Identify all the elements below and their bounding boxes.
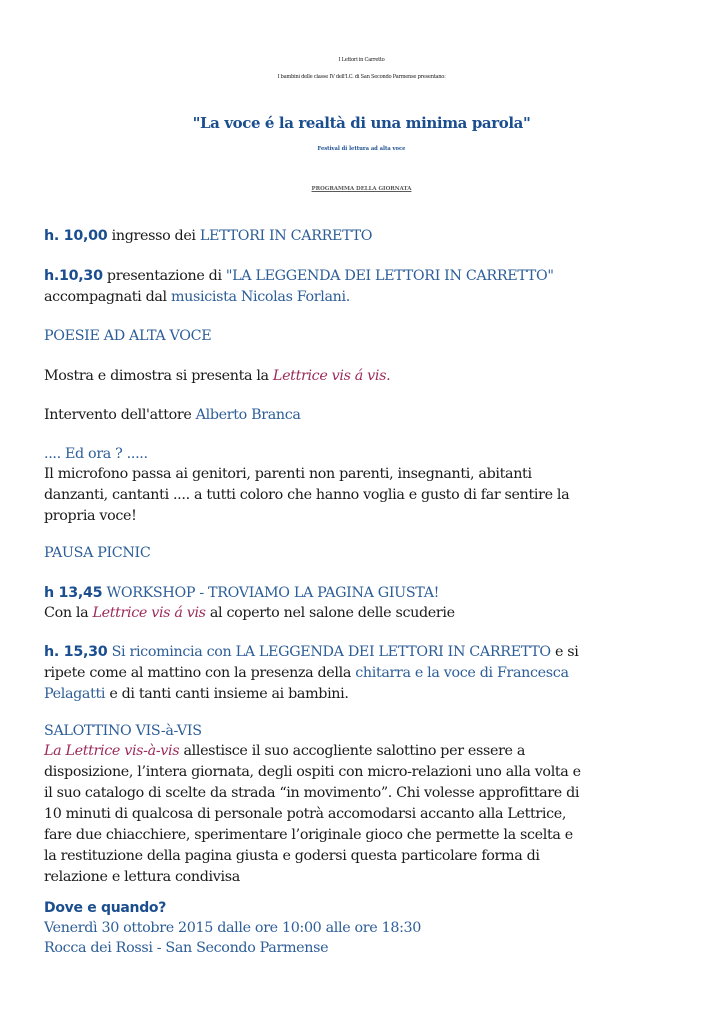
where-when-heading: Dove e quando? (44, 900, 167, 916)
event-title: "La voce é la realtà di una minima parola" (192, 114, 531, 132)
workshop-title: WORKSHOP - TROVIAMO LA PAGINA GIUSTA! (102, 585, 440, 601)
workshop-line2 (44, 605, 455, 621)
workshop-text: Con la (44, 605, 93, 621)
pausa-heading: PAUSA PICNIC (44, 545, 151, 561)
item-text: presentazione di (102, 268, 226, 284)
workshop-line (44, 585, 439, 601)
ed-ora-heading: .... Ed ora ? ..... (44, 446, 148, 462)
lettrice-italic: Lettrice vis á vis (92, 605, 206, 621)
event-subtitle: Festival di lettura ad alta voce (317, 146, 406, 152)
musician-name: musicista Nicolas Forlani. (170, 289, 350, 305)
event-date: Venerdì 30 ottobre 2015 dalle ore 10:00 alle ore 18:30 (44, 920, 422, 936)
poesie-heading: POESIE AD ALTA VOCE (44, 328, 212, 344)
actor-name: Alberto Branca (195, 407, 301, 423)
item-highlight: "LA LEGGENDA DEI LETTORI IN CARRETTO" (225, 268, 554, 284)
afternoon-text: e si (550, 644, 579, 660)
program-heading: PROGRAMMA DELLA GIORNATA (311, 186, 412, 192)
presenters-line: I bambini delle classe IV dell'I.C. di San Secondo Parmense presentano: (277, 74, 446, 80)
ed-ora-line: propria voce! (44, 508, 137, 524)
mostra-line (44, 368, 390, 384)
afternoon-line1 (44, 644, 579, 660)
program-item-1000 (44, 228, 372, 244)
time-label: h.10,30 (44, 268, 103, 284)
salottino-line: disposizione, l’intera giornata, degli ospiti con micro-relazioni uno alla volta e (44, 764, 581, 780)
item-text: ingresso dei (107, 228, 200, 244)
afternoon-highlight: chitarra e la voce di Francesca (355, 665, 569, 681)
salottino-line: fare due chiacchiere, sperimentare l’originale gioco che permette la scelta e (44, 827, 573, 843)
salottino-line1 (44, 743, 525, 759)
organizer-line: I Lettori in Carretto (338, 57, 385, 63)
program-item-1030 (44, 268, 554, 284)
afternoon-highlight: Si ricomincia con LA LEGGENDA DEI LETTORI IN CARRETTO (107, 644, 551, 660)
afternoon-line2 (44, 665, 569, 681)
afternoon-text: e di tanti canti insieme ai bambini. (105, 686, 349, 702)
time-label: h. 15,30 (44, 644, 108, 660)
lettrice-italic: Lettrice vis á vis. (272, 368, 391, 384)
ed-ora-line: Il microfono passa ai genitori, parenti non parenti, insegnanti, abitanti (44, 466, 532, 482)
lettrice-italic: La Lettrice vis-à-vis (44, 743, 180, 759)
salottino-heading: SALOTTINO VIS-à-VIS (44, 723, 202, 739)
salottino-line: relazione e lettura condivisa (44, 869, 240, 885)
afternoon-highlight: Pelagatti (44, 686, 106, 702)
salottino-line: la restituzione della pagina giusta e godersi questa particolare forma di (44, 848, 540, 864)
mostra-text: Mostra e dimostra si presenta la (44, 368, 273, 384)
afternoon-line3 (44, 686, 349, 702)
intervento-line (44, 407, 301, 423)
time-label: h. 10,00 (44, 228, 108, 244)
event-place: Rocca dei Rossi - San Secondo Parmense (44, 940, 329, 956)
intervento-text: Intervento dell'attore (44, 407, 196, 423)
time-label: h 13,45 (44, 585, 103, 601)
salottino-line: il suo catalogo di scelte da strada “in movimento”. Chi volesse approfittare di (44, 785, 580, 801)
ed-ora-line: danzanti, cantanti .... a tutti coloro che hanno voglia e gusto di far sentire la (44, 487, 570, 503)
item-highlight: LETTORI IN CARRETTO (199, 228, 373, 244)
salottino-text: allestisce il suo accogliente salottino per essere a (179, 743, 526, 759)
afternoon-text: ripete come al mattino con la presenza della (44, 665, 356, 681)
program-item-1030-line2 (44, 289, 350, 305)
salottino-line: 10 minuti di qualcosa di personale potrà accomodarsi accanto alla Lettrice, (44, 806, 567, 822)
item-text: accompagnati dal (44, 289, 171, 305)
workshop-text: al coperto nel salone delle scuderie (205, 605, 455, 621)
